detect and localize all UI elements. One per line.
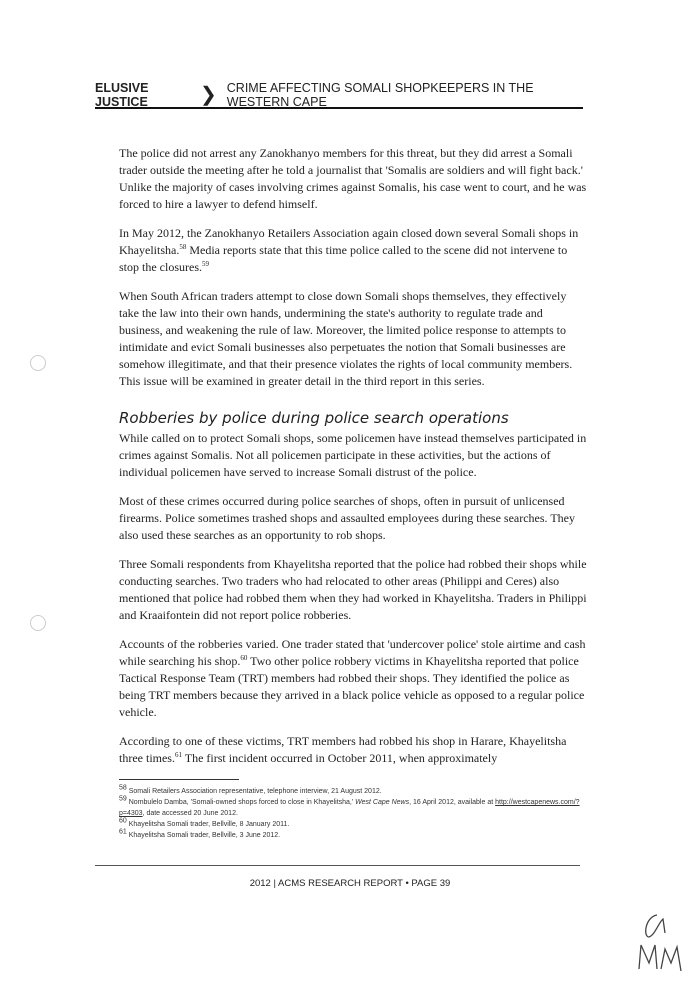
fn-number: 58	[119, 784, 127, 792]
fn-number: 61	[119, 828, 127, 836]
footnote-ref[interactable]: 60	[240, 654, 248, 662]
fn-text: Khayelitsha Somali trader, Bellville, 3 June 2012.	[128, 832, 281, 839]
footnote-61	[119, 830, 589, 841]
footnote-58	[119, 786, 589, 797]
fn-publication: West Cape News	[355, 799, 410, 806]
section-heading: Robberies by police during police search operations	[119, 409, 509, 427]
paragraph: While called on to protect Somali shops, some policemen have instead themselves participated in crimes against Somalis. Not all policemen participate in these activities, but the actions of individual policemen have served to increase Somali distrust of the police.	[119, 431, 587, 479]
fn-text: Nombulelo Damba, 'Somali-owned shops forced to close in Khayelitsha,'	[128, 799, 356, 806]
series-title: ELUSIVE JUSTICE	[95, 81, 149, 109]
text: In May 2012, the Zanokhanyo Retailers Association again closed down several Somali shops in Khayelitsha.	[119, 226, 579, 257]
footnote-rule	[119, 779, 239, 780]
paragraph: The police did not arrest any Zanokhanyo members for this threat, but they did arrest a Somali trader outside the meeting after he told a journalist that 'Somalis are soldiers and will fight back.' Unlike the majority of cases involving crimes against Somalis, his case went to court, and he was forced to hire a lawyer to defend himself.	[119, 146, 587, 211]
body-text	[119, 145, 589, 767]
fn-text: , date accessed 20 June 2012.	[142, 810, 238, 817]
fn-text: , 16 April 2012, available at	[409, 799, 496, 806]
paragraph: When South African traders attempt to close down Somali shops themselves, they effectively take the law into their own hands, undermining the state's authority to regulate trade and business, and weakening the rule of law. Moreover, the limited police response to attempts to intimidate and evict Somali businesses also perpetuates the notion that Somali businesses are somehow illegitimate, and that their presence violates the rights of local community members. This issue will be examined in greater detail in the third report in this series.	[119, 289, 573, 388]
footnote-ref[interactable]: 58	[179, 243, 187, 251]
page-footer: 2012 | ACMS RESEARCH REPORT • PAGE 39	[249, 878, 451, 889]
paragraph	[119, 636, 589, 721]
text: Two other police robbery victims in Khayelitsha reported that police Tactical Response Team (TRT) members had robbed their shops. They identified the police as being TRT members because they arrived in a black police vehicle as opposed to a regular police vehicle.	[119, 654, 585, 719]
paragraph: Three Somali respondents from Khayelitsha reported that the police had robbed their shops while conducting searches. Two traders who had relocated to other areas (Philippi and Ceres) also mentioned that police had robbed them when they had worked in Khayelitsha. Traders in Philippi and Kraaifontein did not report police robberies.	[119, 557, 587, 622]
footnote-ref[interactable]: 61	[174, 751, 182, 759]
fn-text: Somali Retailers Association representative, telephone interview, 21 August 2012.	[128, 788, 382, 795]
paragraph	[119, 225, 589, 276]
footer-rule	[95, 865, 580, 866]
fn-text: Khayelitsha Somali trader, Bellville, 8 January 2011.	[128, 821, 290, 828]
chevron-icon: ❯	[200, 84, 217, 106]
report-title: CRIME AFFECTING SOMALI SHOPKEEPERS IN THE WESTERN CAPE	[226, 81, 534, 109]
text: Media reports state that this time police called to the scene did not intervene to stop the closures.	[119, 243, 568, 274]
text: Accounts of the robberies varied. One trader stated that 'undercover police' stole airtime and cash while searching his shop.	[119, 637, 586, 668]
footnote-60	[119, 819, 589, 830]
paragraph	[119, 733, 589, 767]
fn-number: 60	[119, 817, 127, 825]
footnote-ref[interactable]: 59	[202, 260, 209, 268]
paragraph: Most of these crimes occurred during police searches of shops, often in pursuit of unlicensed firearms. Police sometimes trashed shops and assaulted employees during these searches. They also used these searches as an opportunity to rob shops.	[119, 494, 575, 542]
footnotes	[119, 786, 589, 841]
handwritten-initials-signature	[635, 907, 685, 977]
footnote-59	[119, 797, 589, 819]
fn-link[interactable]: http://westcapenews.com/?p=4303	[119, 799, 580, 817]
fn-number: 59	[119, 795, 127, 803]
running-header	[95, 81, 582, 109]
text: According to one of these victims, TRT members had robbed his shop in Harare, Khayelitsha three times.	[119, 734, 567, 765]
text: The first incident occurred in October 2011, when approximately	[181, 751, 498, 765]
